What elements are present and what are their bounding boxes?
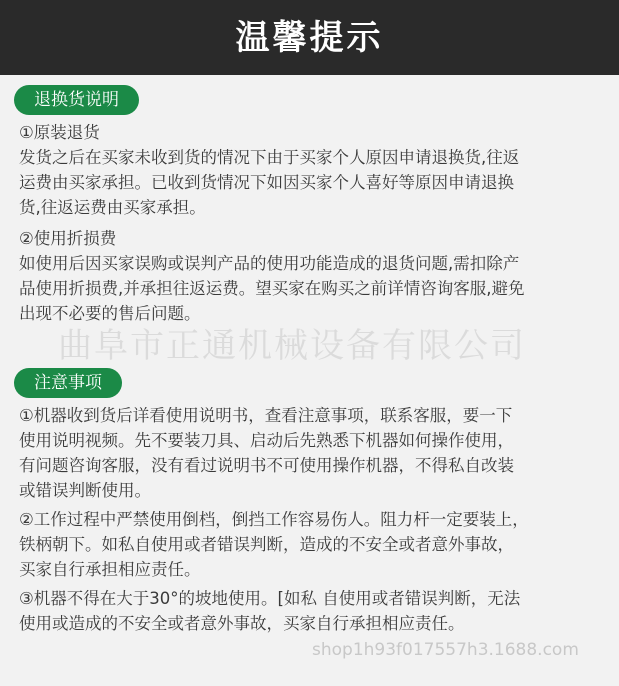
- text-line: 发货之后在买家未收到货的情况下由于买家个人原因申请退换货,往返: [19, 148, 520, 167]
- notes-item-1: [19, 403, 514, 503]
- item-title: ②使用折损费: [19, 229, 117, 248]
- notes-item-3: [19, 586, 520, 636]
- company-watermark: 曲阜市正通机械设备有限公司: [58, 326, 526, 366]
- item-title: ①原装退货: [19, 123, 100, 142]
- text-line: ①机器收到货后详看使用说明书，查看注意事项，联系客服，要一下: [19, 406, 513, 425]
- text-line: 出现不必要的售后问题。: [19, 304, 201, 323]
- text-line: 或错误判断使用。: [19, 481, 151, 500]
- text-line: 使用说明视频。先不要装刀具、启动后先熟悉下机器如何操作使用，: [19, 431, 514, 450]
- page-title: 温馨提示: [235, 17, 384, 58]
- text-line: ③机器不得在大于30°的坡地使用。[如私 自使用或者错误判断，无法: [19, 589, 521, 608]
- shop-watermark: shop1h93f017557h3.1688.com: [312, 640, 579, 660]
- text-line: 使用或造成的不安全或者意外事故，买家自行承担相应责任。: [19, 614, 465, 633]
- text-line: 品使用折损费,并承担往返运费。望买家在购买之前详情咨询客服,避免: [19, 279, 525, 298]
- header-banner: [0, 0, 619, 75]
- text-line: 买家自行承担相应责任。: [19, 560, 201, 579]
- returns-item-1: [19, 120, 519, 220]
- notes-badge: 注意事项: [14, 368, 122, 398]
- text-line: 有问题咨询客服，没有看过说明书不可使用操作机器，不得私自改装: [19, 456, 514, 475]
- returns-item-2: [19, 226, 525, 326]
- notes-item-2: [19, 507, 529, 582]
- text-line: 如使用后因买家误购或误判产品的使用功能造成的退货问题,需扣除产: [19, 254, 520, 273]
- returns-badge: 退换货说明: [14, 85, 139, 115]
- text-line: ②工作过程中严禁使用倒档，倒挡工作容易伤人。阻力杆一定要装上，: [19, 510, 529, 529]
- text-line: 货,往返运费由买家承担。: [19, 198, 206, 217]
- text-line: 铁柄朝下。如私自使用或者错误判断，造成的不安全或者意外事故，: [19, 535, 514, 554]
- text-line: 运费由买家承担。已收到货情况下如因买家个人喜好等原因申请退换: [19, 173, 514, 192]
